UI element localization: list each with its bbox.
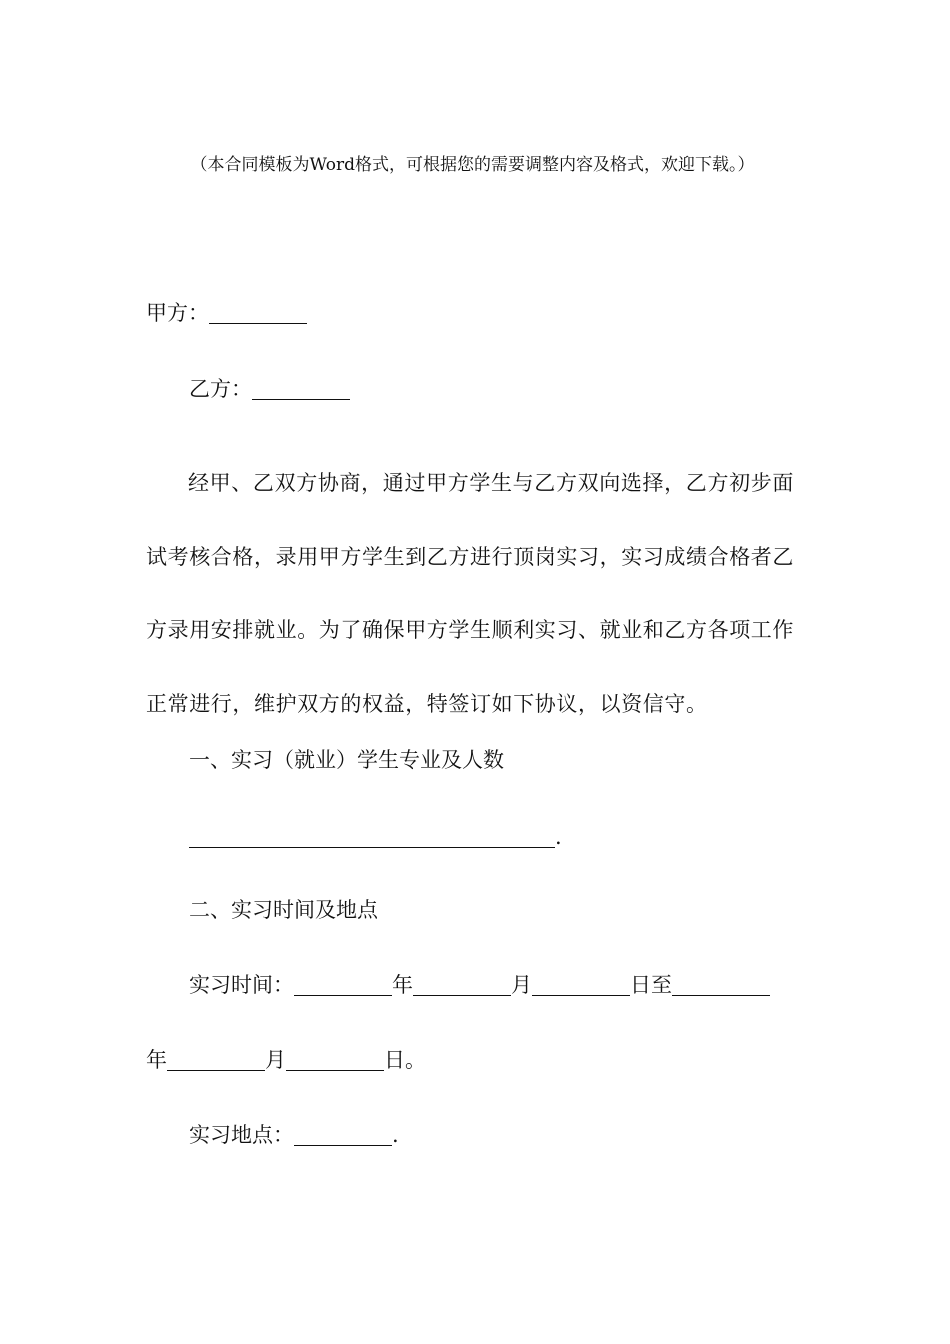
place-blank bbox=[294, 1144, 392, 1146]
start-day-blank bbox=[532, 994, 630, 996]
major-count-blank bbox=[189, 846, 555, 848]
section-2-heading: 二、实习时间及地点 bbox=[189, 898, 378, 922]
party-a-blank bbox=[209, 322, 307, 324]
time-label: 实习时间： bbox=[189, 973, 294, 997]
start-day-to: 日至 bbox=[630, 973, 672, 997]
start-month-unit: 月 bbox=[511, 973, 532, 997]
section-1-heading: 一、实习（就业）学生专业及人数 bbox=[189, 748, 504, 772]
internship-place-line bbox=[189, 1120, 399, 1150]
start-year-unit: 年 bbox=[392, 973, 413, 997]
party-b-blank bbox=[252, 398, 350, 400]
internship-time-line-2 bbox=[146, 1045, 426, 1075]
template-note: （本合同模板为Word格式，可根据您的需要调整内容及格式，欢迎下载。） bbox=[190, 155, 755, 175]
end-day-unit: 日。 bbox=[384, 1048, 426, 1072]
end-day-blank bbox=[286, 1069, 384, 1071]
section-1-period: . bbox=[555, 825, 562, 849]
end-month-blank bbox=[167, 1069, 265, 1071]
end-year-blank bbox=[672, 994, 770, 996]
start-year-blank bbox=[294, 994, 392, 996]
intro-paragraph: 经甲、乙双方协商，通过甲方学生与乙方双向选择，乙方初步面试考核合格，录用甲方学生到乙方进行顶岗实习，实习成绩合格者乙方录用安排就业。为了确保甲方学生顺利实习、就业和乙方各项工作正常进行，维护双方的权益，特签订如下协议，以资信守。 bbox=[146, 471, 794, 716]
party-a-label: 甲方： bbox=[146, 301, 209, 325]
end-year-unit: 年 bbox=[146, 1048, 167, 1072]
internship-time-line bbox=[189, 970, 770, 1000]
end-month-unit: 月 bbox=[265, 1048, 286, 1072]
party-b-line bbox=[189, 374, 350, 404]
place-period: . bbox=[392, 1123, 399, 1147]
party-b-label: 乙方： bbox=[189, 377, 252, 401]
place-label: 实习地点： bbox=[189, 1123, 294, 1147]
start-month-blank bbox=[413, 994, 511, 996]
section-1-blank-line bbox=[189, 822, 562, 852]
party-a-line bbox=[146, 298, 307, 328]
